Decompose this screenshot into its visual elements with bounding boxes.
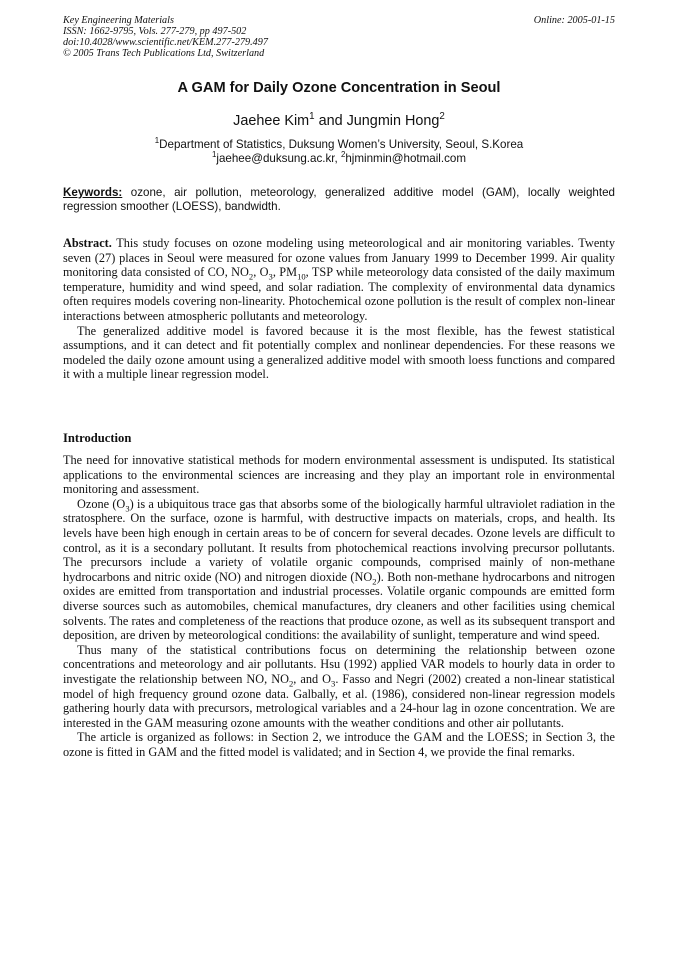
affiliation-text: Department of Statistics, Duksung Women’s University, Seoul, S.Korea — [159, 138, 524, 151]
abstract-text: This study focuses on ozone modeling using meteorological and air monitoring variables. Twenty seven (27) places in Seoul were measured for ozone values from January 1999 to December 1999. Air quality monitoring data consisted of CO, NO — [63, 236, 615, 280]
journal-name: Key Engineering Materials — [63, 15, 174, 26]
affiliation-sup: 1 — [154, 136, 160, 146]
authors — [0, 113, 678, 129]
intro-paragraph-4: The article is organized as follows: in Section 2, we introduce the GAM and the LOESS; in Section 3, the ozone is fitted in GAM and the fitted model is validated; and in Section 4, we provide the final remarks. — [63, 730, 615, 759]
abstract-text: , TSP while meteorology data consisted of the daily maximum temperature, humidity and wind speed, and solar radiation. The complexity of environmental data dynamics often requires models covering non-linearity. Photochemical ozone pollution is the result of complex non-linear interactions between atmospheric pollutants and meteorology. — [63, 265, 615, 323]
introduction — [63, 453, 615, 759]
author-1-sup: 1 — [309, 111, 315, 123]
intro-text: , and O — [293, 671, 332, 686]
author-2: Jungmin Hong — [346, 113, 440, 129]
subscript: 2 — [288, 678, 294, 689]
abstract-text: , PM — [272, 265, 298, 280]
intro-text: Thus many of the statistical contributions focus on determining the relationship between ozone concentrations and meteorology and air pollutants. Hsu (1992) applied VAR models to hourly data in order to investigate the relationship between NO, NO — [63, 642, 615, 686]
subscript: 2 — [372, 576, 377, 587]
email-2: hjminmin@hotmail.com — [345, 152, 466, 165]
intro-text: . Fasso and Negri (2002) created a non-linear statistical model of high frequency ground ozone data. Galbally, et al. (1986), considered non-linear regression models gathering hourly data with precursors, metrological variables and a 24-hour lag in ozone concentration. We are interested in the GAM measuring ozone amounts with the weather conditions and other air pollutants. — [63, 671, 615, 730]
intro-paragraph-1: The need for innovative statistical methods for modern environmental assessment is undisputed. Its statistical applications to the environmental sciences are increasing and they play an important role in environmental monitoring and assessment. — [63, 453, 615, 497]
subscript: 2 — [248, 271, 254, 282]
author-and: and — [314, 113, 347, 129]
email-sup-2: 2 — [340, 150, 346, 160]
intro-text: ) is a ubiquitous trace gas that absorbs some of the biologically harmful ultraviolet radiation in the stratosphere. On the surface, ozone is harmful, with destructive impacts on materials, crops, and health. Its levels have been high enough in certain areas to be of concern for several decades. Ozone levels are difficult to control, as it is a secondary pollutant. It results from photochemical reactions involving precursor pollutants. The precursors include a variety of volatile organic compounds, comprised mainly of non-methane hydrocarbons and nitric oxide (NO) and nitrogen dioxide (NO — [63, 496, 615, 584]
abstract-paragraph-1 — [63, 236, 615, 324]
issn-line: ISSN: 1662-9795, Vols. 277-279, pp 497-502 — [63, 26, 247, 37]
affiliation — [0, 138, 678, 166]
affiliation-line — [0, 138, 678, 152]
author-1: Jaehee Kim — [233, 113, 310, 129]
keywords — [63, 186, 615, 214]
section-heading-introduction: Introduction — [63, 431, 132, 445]
keywords-label: Keywords: — [63, 186, 123, 199]
abstract-label: Abstract. — [63, 236, 112, 250]
paper-title: A GAM for Daily Ozone Concentration in Seoul — [177, 80, 501, 96]
subscript: 3 — [125, 503, 130, 514]
subscript: 3 — [331, 678, 336, 689]
intro-paragraph-2 — [63, 497, 615, 643]
intro-text: Ozone (O — [77, 496, 126, 511]
intro-paragraph-3 — [63, 643, 615, 731]
keywords-text: ozone, air pollution, meteorology, generalized additive model (GAM), locally weighted regression smoother (LOESS), bandwidth. — [63, 186, 615, 213]
abstract — [63, 236, 615, 382]
email-line — [0, 152, 678, 166]
author-2-sup: 2 — [439, 111, 445, 123]
intro-text: ). Both non-methane hydrocarbons and nitrogen oxides are emitted from transportation and industrial processes. Volatile organic compounds are emitted form diverse sources such as automobiles, chemical manufactures, dry cleaners and other facilities using chemical solvents. The rates and completeness of the reactions that produce ozone, as well as its subsequent transport and deposition, are driven by meteorological conditions: the availability of sunlight, temperature and wind speed. — [63, 569, 615, 643]
journal-header — [63, 15, 615, 59]
online-date: Online: 2005-01-15 — [533, 15, 615, 26]
abstract-paragraph-2: The generalized additive model is favored because it is the most flexible, has the fewest statistical assumptions, and it can detect and fit potentially complex and nonlinear dependencies. For these reasons we modeled the daily ozone amount using a generalized additive model with smooth loess functions and compared it with a multiple linear regression model. — [63, 323, 615, 382]
doi-line: doi:10.4028/www.scientific.net/KEM.277-279.497 — [63, 37, 268, 48]
email-sup-1: 1 — [211, 150, 217, 160]
copyright-line: © 2005 Trans Tech Publications Ltd, Switzerland — [63, 48, 265, 59]
subscript: 3 — [268, 271, 273, 282]
subscript: 10 — [297, 271, 306, 282]
email-1: jaehee@duksung.ac.kr, — [216, 152, 341, 165]
abstract-text: , O — [253, 265, 269, 280]
